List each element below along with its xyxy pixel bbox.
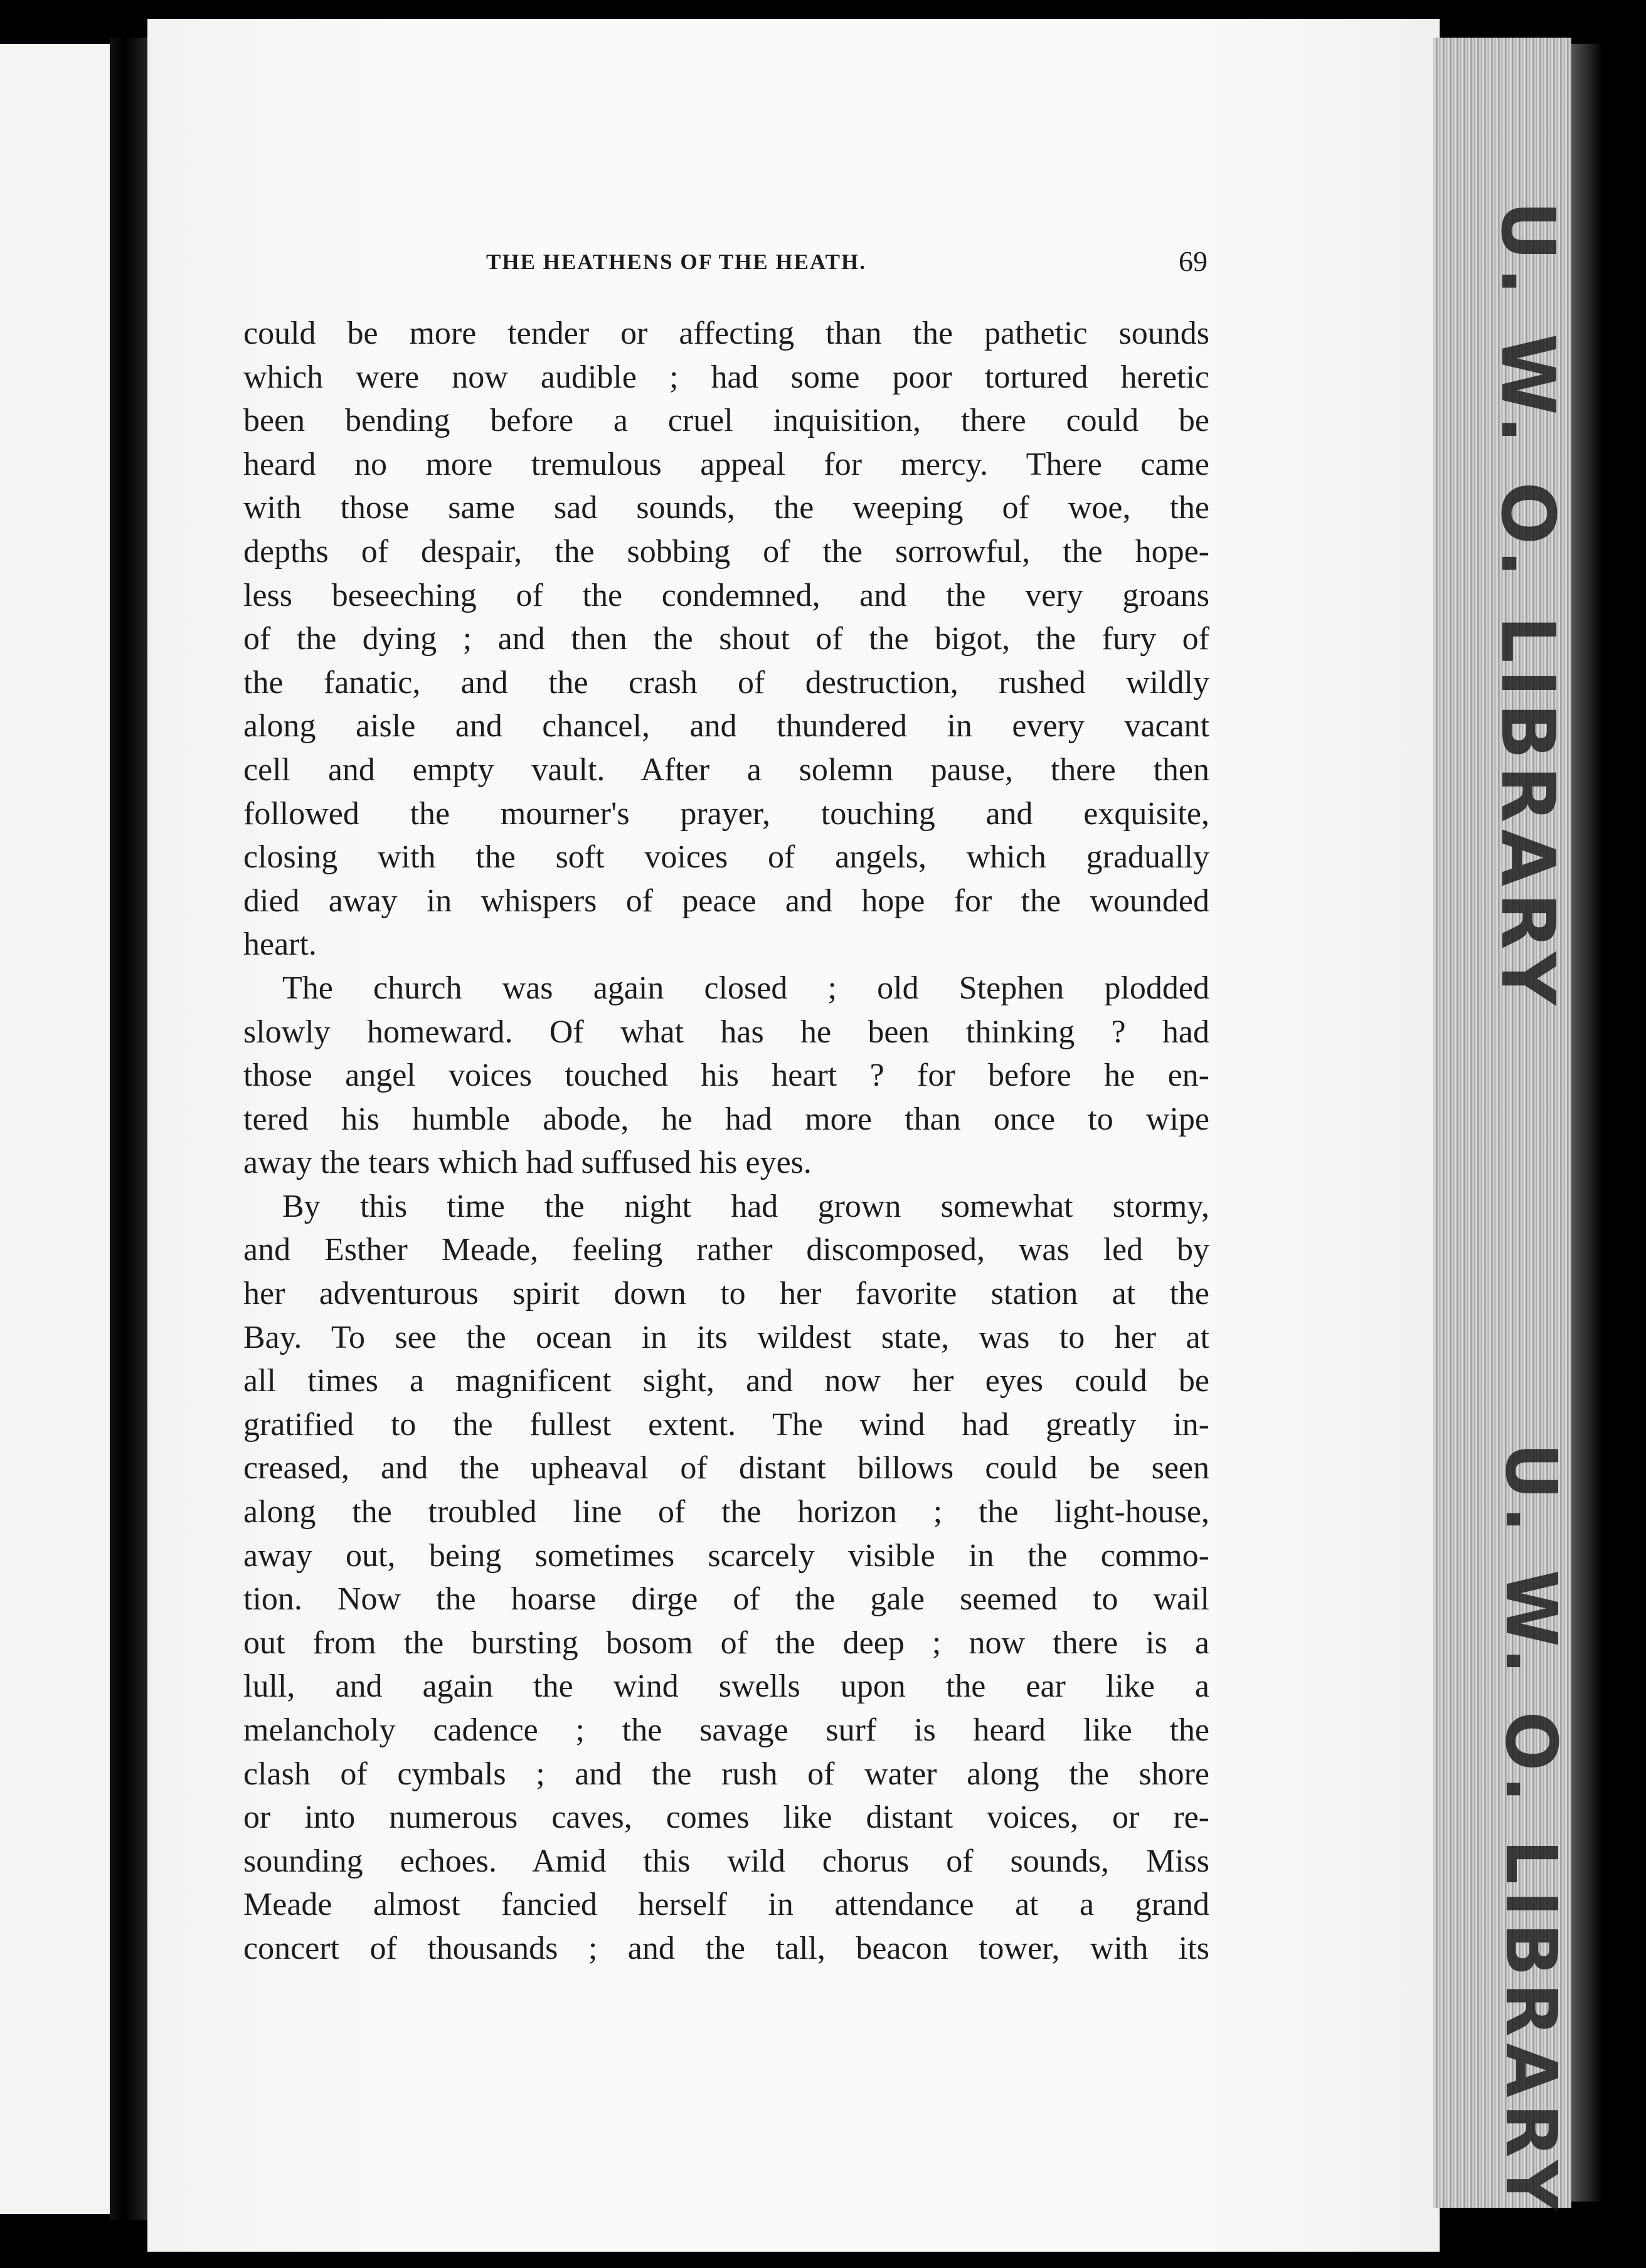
book-cover-edge [1571, 44, 1603, 2202]
text-line: been bending before a cruel inquisition, there could be [243, 403, 1209, 439]
text-line: Meade almost fancied herself in attendance at a grand [243, 1887, 1209, 1923]
running-title: THE HEATHENS OF THE HEATH. [486, 250, 866, 274]
text-line: which were now audible ; had some poor tortured heretic [243, 359, 1209, 395]
body-text [243, 312, 1209, 1971]
text-line: sounding echoes. Amid this wild chorus of sounds, Miss [243, 1843, 1209, 1879]
text-line: followed the mourner's prayer, touching and exquisite, [243, 795, 1209, 832]
text-line: closing with the soft voices of angels, which gradually [243, 839, 1209, 876]
text-line: clash of cymbals ; and the rush of water along the shore [243, 1756, 1209, 1792]
text-line: heart. [243, 926, 317, 963]
text-line: out from the bursting bosom of the deep ; now there is a [243, 1624, 1209, 1661]
text-line: died away in whispers of peace and hope for the wounded [243, 882, 1209, 919]
text-line: along aisle and chancel, and thundered in every vacant [243, 708, 1209, 745]
text-line: By this time the night had grown somewhat stormy, [282, 1188, 1209, 1224]
text-line: slowly homeward. Of what has he been thinking ? had [243, 1014, 1209, 1050]
text-line: The church was again closed ; old Stephen plodded [282, 970, 1209, 1006]
text-line: melancholy cadence ; the savage surf is heard like the [243, 1712, 1209, 1748]
text-line: creased, and the upheaval of distant billows could be seen [243, 1450, 1209, 1486]
text-line: tered his humble abode, he had more than once to wipe [243, 1101, 1209, 1137]
page-number: 69 [1179, 245, 1208, 277]
left-page-edge [0, 44, 110, 2214]
text-line: Bay. To see the ocean in its wildest state, was to her at [243, 1319, 1209, 1355]
text-line: away the tears which had suffused his eyes. [243, 1145, 812, 1181]
text-line: of the dying ; and then the shout of the bigot, the fury of [243, 621, 1209, 657]
library-stamp-bottom: U. W. O. LIBRARY [1490, 1443, 1571, 2218]
text-line: less beseeching of the condemned, and the very groans [243, 577, 1209, 613]
text-line: away out, being sometimes scarcely visible in the commo- [243, 1537, 1209, 1574]
text-line: gratified to the fullest extent. The wind had greatly in- [243, 1406, 1209, 1443]
text-line: depths of despair, the sobbing of the sorrowful, the hope- [243, 533, 1209, 570]
text-line: and Esther Meade, feeling rather discomposed, was led by [243, 1232, 1209, 1268]
library-stamp-top: U. W. O. LIBRARY [1485, 201, 1571, 1012]
text-line: cell and empty vault. After a solemn pause, there then [243, 751, 1209, 788]
text-line: lull, and again the wind swells upon the ear like a [243, 1668, 1209, 1705]
text-line: her adventurous spirit down to her favorite station at the [243, 1276, 1209, 1312]
text-line: with those same sad sounds, the weeping of woe, the [243, 490, 1209, 526]
text-line: the fanatic, and the crash of destruction, rushed wildly [243, 664, 1209, 701]
text-line: heard no more tremulous appeal for mercy. There came [243, 446, 1209, 482]
text-line: along the troubled line of the horizon ; the light-house, [243, 1494, 1209, 1530]
text-line: or into numerous caves, comes like distant voices, or re- [243, 1799, 1209, 1836]
running-head [245, 245, 1220, 287]
text-line: could be more tender or affecting than the pathetic sounds [243, 315, 1209, 351]
text-line: tion. Now the hoarse dirge of the gale seemed to wail [243, 1581, 1209, 1618]
text-line: those angel voices touched his heart ? for before he en- [243, 1057, 1209, 1094]
book-gutter [110, 38, 147, 2220]
text-line: all times a magnificent sight, and now her eyes could be [243, 1363, 1209, 1399]
text-line: concert of thousands ; and the tall, beacon tower, with its [243, 1930, 1209, 1966]
